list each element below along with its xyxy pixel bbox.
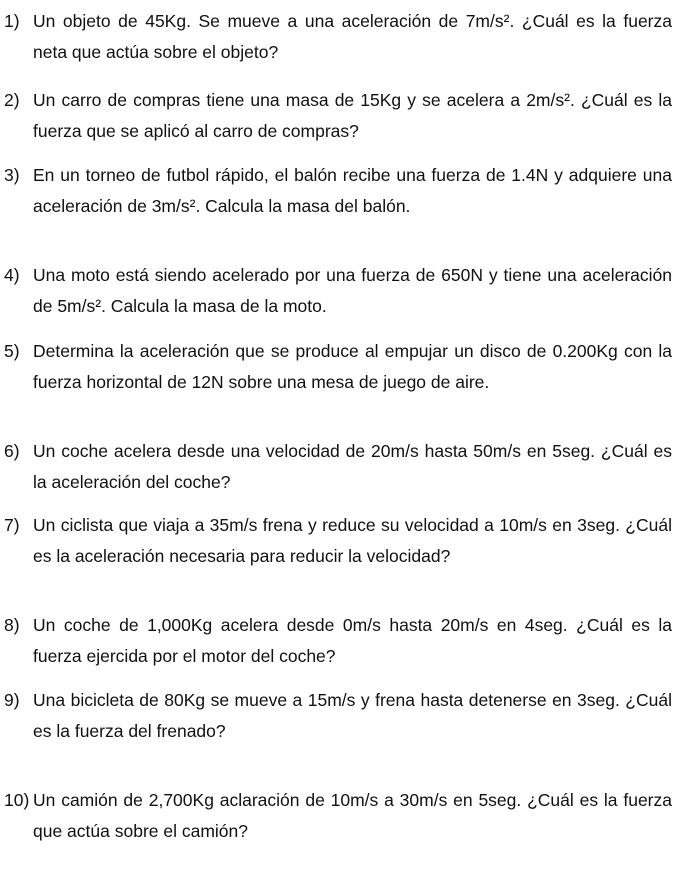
problem-text: Un objeto de 45Kg. Se mueve a una aceleración de 7m/s². ¿Cuál es la fuerza neta que actúa sobre el objeto? bbox=[33, 11, 672, 62]
problem-number: 1) bbox=[4, 11, 20, 31]
problem-text: En un torneo de futbol rápido, el balón recibe una fuerza de 1.4N y adquiere una aceleración de 3m/s². Calcula la masa del balón. bbox=[33, 165, 672, 216]
problem-number: 8) bbox=[4, 615, 20, 635]
problem-number: 2) bbox=[4, 90, 20, 110]
problem-item bbox=[4, 436, 672, 498]
problem-item bbox=[4, 160, 672, 222]
problem-number: 9) bbox=[4, 690, 20, 710]
problem-number: 3) bbox=[4, 165, 20, 185]
problem-text: Un coche de 1,000Kg acelera desde 0m/s hasta 20m/s en 4seg. ¿Cuál es la fuerza ejercida por el motor del coche? bbox=[33, 615, 672, 666]
problem-item bbox=[4, 6, 672, 68]
problem-text: Un ciclista que viaja a 35m/s frena y reduce su velocidad a 10m/s en 3seg. ¿Cuál es la aceleración necesaria para reducir la velocidad? bbox=[33, 515, 672, 566]
problem-text: Un coche acelera desde una velocidad de 20m/s hasta 50m/s en 5seg. ¿Cuál es la aceleración del coche? bbox=[33, 441, 672, 492]
problem-text: Una bicicleta de 80Kg se mueve a 15m/s y frena hasta detenerse en 3seg. ¿Cuál es la fuerza del frenado? bbox=[33, 690, 672, 741]
problem-item bbox=[4, 610, 672, 672]
problem-item bbox=[4, 85, 672, 147]
problem-number: 4) bbox=[4, 265, 20, 285]
problem-number: 6) bbox=[4, 441, 20, 461]
problem-text: Una moto está siendo acelerado por una fuerza de 650N y tiene una aceleración de 5m/s². Calcula la masa de la moto. bbox=[33, 265, 672, 316]
problem-item bbox=[4, 510, 672, 572]
problem-text: Determina la aceleración que se produce al empujar un disco de 0.200Kg con la fuerza horizontal de 12N sobre una mesa de juego de aire. bbox=[33, 341, 672, 392]
problem-item bbox=[4, 685, 672, 747]
problem-text: Un carro de compras tiene una masa de 15Kg y se acelera a 2m/s². ¿Cuál es la fuerza que se aplicó al carro de compras? bbox=[33, 90, 672, 141]
problem-number: 7) bbox=[4, 515, 20, 535]
problem-number: 10) bbox=[4, 790, 30, 810]
problem-text: Un camión de 2,700Kg aclaración de 10m/s a 30m/s en 5seg. ¿Cuál es la fuerza que actúa sobre el camión? bbox=[33, 790, 672, 841]
problem-item bbox=[4, 336, 672, 398]
problem-number: 5) bbox=[4, 341, 20, 361]
problem-item bbox=[4, 785, 672, 847]
problem-item bbox=[4, 260, 672, 322]
